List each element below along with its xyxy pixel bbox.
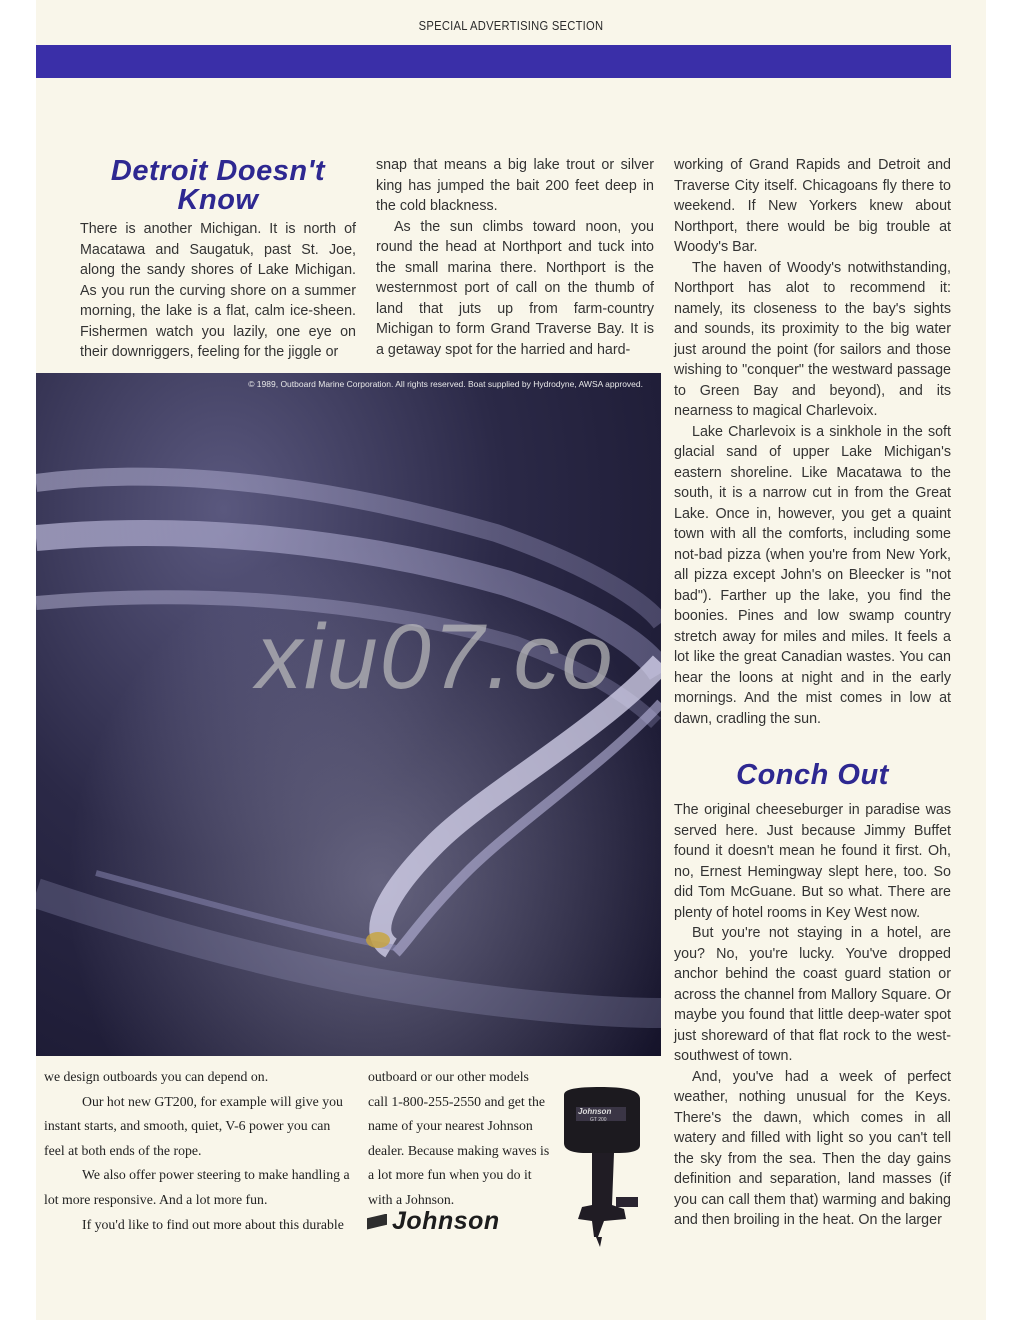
heading-line-2: Know [177, 184, 259, 216]
photo-copyright: © 1989, Outboard Marine Corporation. All rights reserved. Boat supplied by Hydrodyne, AWSA approved. [248, 379, 643, 389]
paragraph: There is another Michigan. It is north of Macatawa and Saugatuk, past St. Joe, along the sandy shores of Lake Michigan. As you run the curving shore on a summer morning, the lake is a flat, calm ice-sheen. Fishermen watch you lazily, one eye on their downriggers, feeling for the jiggle or [80, 221, 356, 360]
watermark: xiu07.co [256, 606, 615, 708]
motor-brand-label: Johnson [578, 1107, 612, 1116]
paragraph: Lake Charlevoix is a sinkhole in the soft glacial sand of upper Lake Michigan's eastern shoreline. Like Macatawa to the south, it is a narrow cut in from the Great Lake. Once in, however, you get a quaint town with all the comforts, including some not-bad pizza (when you're from New York, all pizza except John's on Bleecker is "not bad"). Farther up the lake, you find the boonies. Pines and low swamp country stretch away for miles and miles. It feels a lot like the great Canadian wastes. You can hear the loons at night and in the early mornings. And the mist comes in low at dawn, cradling the sun. [674, 423, 951, 727]
article-column-1 [80, 157, 356, 363]
header-band [36, 45, 951, 78]
paragraph: And, you've had a week of perfect weather, nothing unusual for the Keys. There's the dawn, which comes in all watery and filled with light so you can't tell the sky from the sea. Then the day gains definition and separation, land masses (if you can call them that) warming and baking and then broiling in the heat. On the larger [674, 1068, 951, 1228]
section-heading-conch-out: Conch Out [736, 759, 889, 791]
heading-line-1: Detroit Doesn't [110, 155, 326, 187]
omc-mark-icon [367, 1214, 387, 1230]
boat-wake-photo [36, 373, 661, 1056]
outboard-motor-image [556, 1087, 646, 1252]
article-heading [80, 157, 356, 215]
ad-copy-right [368, 1065, 550, 1213]
water-wake-illustration [36, 373, 661, 1056]
paragraph: snap that means a big lake trout or silver king has jumped the bait 200 feet deep in the cold blackness. [376, 157, 654, 214]
motor-model-label: GT 200 [590, 1117, 607, 1123]
article-column-3 [674, 155, 951, 1231]
page [36, 0, 986, 1320]
paragraph: working of Grand Rapids and Detroit and Traverse City itself. Chicagoans fly there to weekend. If New Yorkers knew about Northport, there would be big trouble at Woody's Bar. [674, 157, 951, 255]
section-header: SPECIAL ADVERTISING SECTION [418, 18, 604, 33]
paragraph: As the sun climbs toward noon, you round the head at Northport and tuck into the small marina there. Northport is the westernmost port of call on the thumb of land that juts up from farm-country Michigan to form Grand Traverse Bay. It is a getaway spot for the harried and hard- [376, 218, 654, 358]
ad-paragraph: If you'd like to find out more about this durable [82, 1216, 344, 1232]
ad-paragraph: we design outboards you can depend on. [44, 1069, 269, 1084]
johnson-logo [367, 1207, 500, 1236]
ad-copy-left [44, 1065, 354, 1237]
paragraph: The haven of Woody's notwithstanding, Northport has alot to recommend it: namely, its closeness to the bay's sights and sounds, its proximity to the big water just around the point (for sailors and those wishing to "conquer" the westward passage to Green Bay and beyond), and its nearness to magical Charlevoix. [674, 259, 951, 419]
ad-paragraph: Our hot new GT200, for example will give you instant starts, and smooth, quiet, V-6 power you can feel at both ends of the rope. [44, 1093, 343, 1158]
ad-paragraph: We also offer power steering to make handling a lot more responsive. And a lot more fun. [44, 1167, 350, 1207]
paragraph: But you're not staying in a hotel, are you? No, you're lucky. You've dropped anchor behind the coast guard station or across the channel from Mallory Square. Or maybe you found that little deep-water spot just shoreward of that flat rock to the west-southwest of town. [674, 925, 951, 1064]
article-column-2 [376, 155, 654, 360]
johnson-logo-text: Johnson [392, 1207, 500, 1235]
paragraph: The original cheeseburger in paradise was served here. Just because Jimmy Buffet found it doesn't mean he found it first. Oh, no, Ernest Hemingway slept here, too. So did Tom McGuane. But so what. There are plenty of hotel rooms in Key West now. [674, 802, 951, 921]
ad-paragraph: outboard or our other models call 1-800-255-2550 and get the name of your nearest Johnson dealer. Because making waves is a lot more fun when you do it with a Johnson. [368, 1069, 550, 1207]
